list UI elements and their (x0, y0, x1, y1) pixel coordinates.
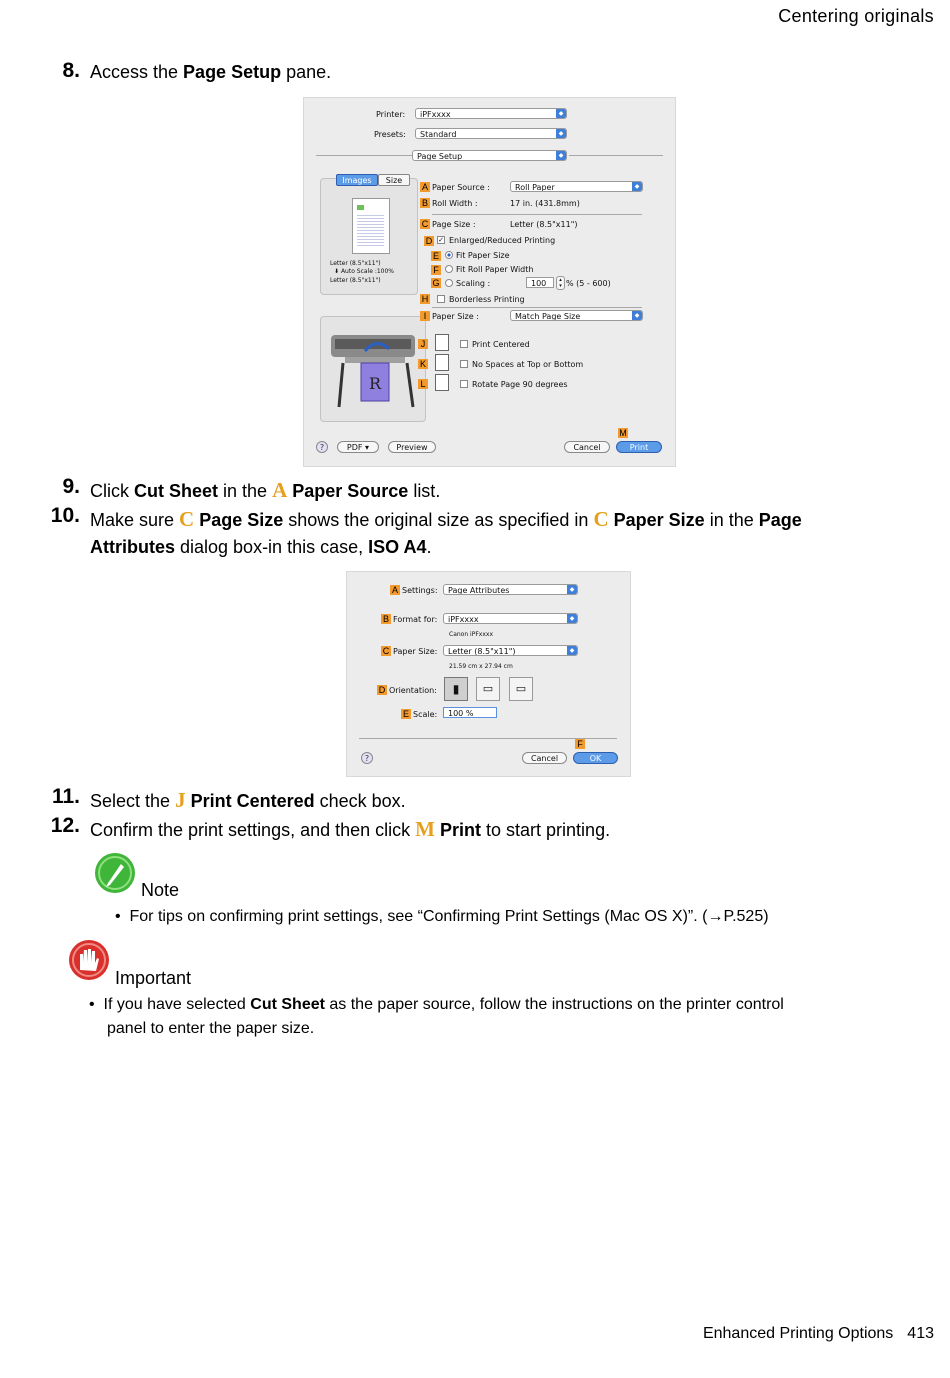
badge-e: E (402, 709, 409, 719)
badge-j: J (418, 339, 428, 349)
step-number: 9. (62, 475, 80, 498)
presets-popup[interactable]: Standard ◆ (415, 128, 567, 139)
printer-illustration-panel (320, 316, 426, 422)
badge-a: A (391, 585, 398, 595)
help-button[interactable]: ? (361, 752, 373, 764)
running-header: Centering originals (778, 6, 934, 26)
note-bullet: • For tips on confirming print settings, see “Confirming Print Settings (Mac OS X)”. (→P.525) (115, 908, 769, 925)
cancel-button[interactable]: Cancel (522, 752, 567, 764)
footer-section: Enhanced Printing Options (702, 1325, 894, 1342)
fit-paper-size-radio[interactable] (445, 251, 453, 259)
running-footer (689, 1325, 934, 1343)
print-centered-icon (435, 334, 449, 351)
badge-d: D (378, 685, 386, 695)
rotate-page-checkbox[interactable] (460, 380, 468, 388)
no-spaces-icon (435, 354, 449, 371)
badge-f: F (575, 739, 585, 749)
badge-d: D (425, 236, 433, 246)
badge-c: C (382, 646, 390, 656)
paper-source-popup[interactable]: Roll Paper ◆ (510, 181, 643, 192)
print-button[interactable]: Print (616, 441, 662, 453)
important-icon (68, 940, 112, 982)
printer-illustration (321, 317, 425, 421)
landscape-left-icon[interactable]: ▭ (476, 677, 500, 701)
settings-popup[interactable]: Page Attributes ◆ (443, 584, 578, 595)
badge-m: M (619, 428, 627, 438)
cancel-button[interactable]: Cancel (564, 441, 610, 453)
badge-l: L (418, 379, 428, 389)
badge-c: C (421, 219, 429, 229)
badge-b: B (382, 614, 389, 624)
no-spaces-checkbox[interactable] (460, 360, 468, 368)
badge-f: F (431, 265, 441, 275)
output-paper-size-popup[interactable]: Match Page Size ◆ (510, 310, 643, 321)
step-number: 8. (62, 59, 80, 82)
ref-letter: A (272, 478, 288, 502)
pdf-button[interactable]: PDF ▾ (337, 441, 379, 453)
badge-h: H (421, 294, 429, 304)
paper-size-popup[interactable]: Letter (8.5"x11") ◆ (443, 645, 578, 656)
enlarged-reduced-checkbox[interactable]: ✓ (438, 236, 444, 244)
ok-button[interactable]: OK (573, 752, 618, 764)
pane-popup[interactable]: Page Setup ◆ (412, 150, 567, 161)
rotate-page-icon (435, 374, 449, 391)
preview-button[interactable]: Preview (388, 441, 436, 453)
step-number: 10. (50, 504, 80, 527)
important-bullet-continued: panel to enter the paper size. (107, 1020, 315, 1037)
step-number: 12. (50, 814, 80, 837)
page-attributes-dialog: A Settings: Page Attributes ◆ B Format for: iPFxxxx ◆ Canon iPFxxxx C Paper Size: Letter (8.5"x11") ◆ 21.59 cm x 27.94 cm D Orientation: ▮ ▭ ▭ E Scale: 100 % ? Cancel F OK (346, 571, 631, 777)
landscape-right-icon[interactable]: ▭ (509, 677, 533, 701)
note-icon (94, 853, 138, 895)
format-for-popup[interactable]: iPFxxxx ◆ (443, 613, 578, 624)
portrait-icon[interactable]: ▮ (444, 677, 468, 701)
printer-popup[interactable]: iPFxxxx ◆ (415, 108, 567, 119)
tab-images[interactable]: Images (336, 174, 378, 186)
scaling-stepper[interactable]: ▴ ▾ (556, 276, 565, 290)
page-setup-dialog: Printer: iPFxxxx ◆ Presets: Standard ◆ Page Setup ◆ Images Size Letter (8.5"x11") ⬇ Auto Scale :100% Letter (8.5"x11") R A Paper Source : Roll Paper ◆ B Roll Width : 17 in. (431.8mm) C Page Size : Letter (8.5"x11") D ✓ Enlarged/Reduced Printing E Fit Paper Size F Fit Roll Paper Width G Scaling : 100 ▴ ▾ % (5 - 600) H Borderless Printing I Paper Size : Match Page Size ◆ J Print Centered K No Spaces at Top or Bottom L Rotate Page 90 degrees ? PDF ▾ Preview Cancel M Print (303, 97, 676, 467)
badge-k: K (419, 359, 426, 369)
fit-roll-width-radio[interactable] (445, 265, 453, 273)
scaling-input[interactable]: 100 (526, 277, 554, 288)
badge-b: B (421, 198, 428, 208)
step-number: 11. (51, 785, 80, 808)
page-number: 413 (907, 1325, 934, 1342)
badge-a: A (421, 182, 428, 192)
scale-input[interactable]: 100 % (443, 707, 497, 718)
note-title: Note (141, 880, 180, 900)
badge-g: G (432, 278, 440, 288)
badge-i: I (420, 311, 430, 321)
important-bullet: • If you have selected Cut Sheet as the paper source, follow the instructions on the printer control (89, 996, 784, 1013)
tab-size[interactable]: Size (378, 174, 410, 186)
page-thumbnail (352, 198, 390, 254)
help-button[interactable]: ? (316, 441, 328, 453)
borderless-checkbox[interactable] (437, 295, 445, 303)
svg-text:R: R (369, 374, 382, 393)
badge-e: E (432, 251, 439, 261)
scaling-radio[interactable] (445, 279, 453, 287)
print-centered-checkbox[interactable] (460, 340, 468, 348)
important-title: Important (115, 968, 192, 988)
